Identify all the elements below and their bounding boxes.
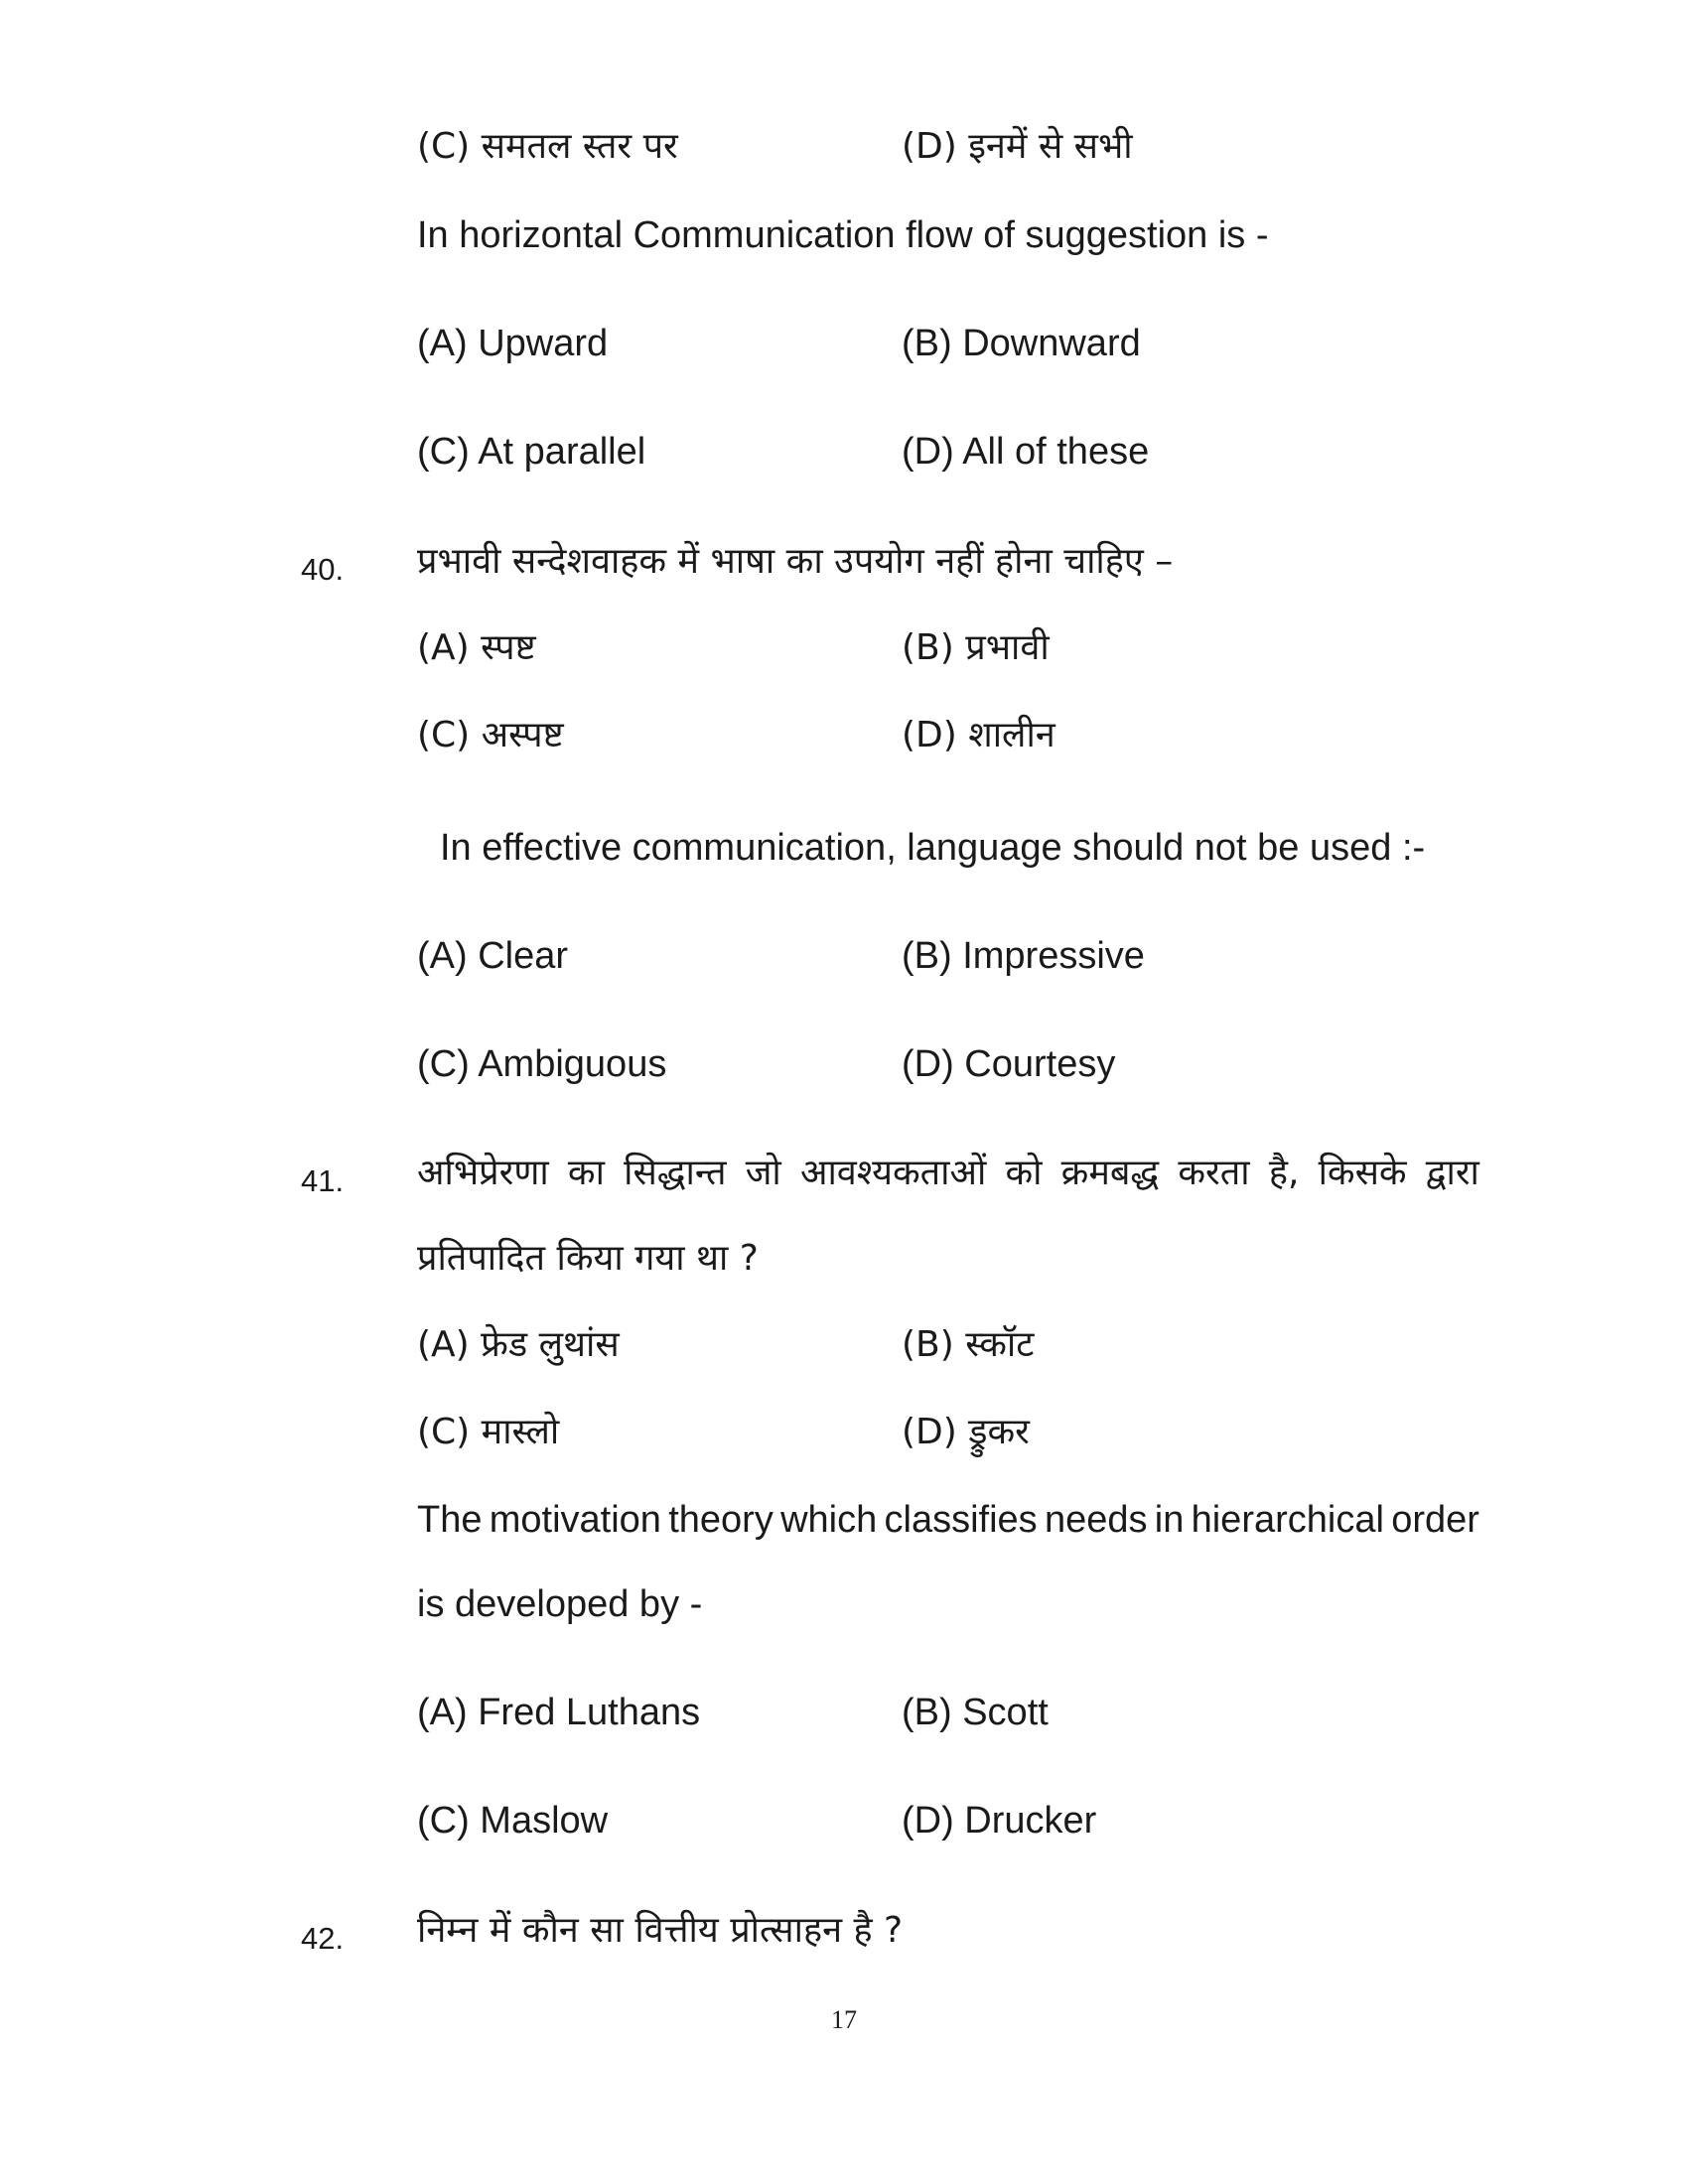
q39-en-question: In horizontal Communication flow of suggestion is -	[417, 214, 1269, 256]
q41-en-word: order	[1391, 1499, 1479, 1541]
q41-hi-question-line1	[417, 1153, 1479, 1193]
q41-en-word: which	[780, 1499, 878, 1541]
q41-hi-option-d: (D) ड्रुकर	[902, 1412, 1030, 1452]
q41-en-word: motivation	[489, 1499, 661, 1541]
q41-hi-word: का	[567, 1153, 605, 1193]
q41-en-word: theory	[668, 1499, 774, 1541]
q41-en-word: hierarchical	[1191, 1499, 1384, 1541]
q41-hi-option-c: (C) मास्लो	[417, 1412, 560, 1452]
q39-en-option-b: (B) Downward	[902, 323, 1141, 364]
q41-hi-option-a: (A) फ्रेड लुथांस	[417, 1324, 620, 1365]
q40-hi-option-c: (C) अस्पष्ट	[417, 715, 564, 755]
q41-en-word: needs	[1044, 1499, 1148, 1541]
q40-hi-option-b: (B) प्रभावी	[902, 627, 1050, 668]
q41-hi-word: सिद्धान्त	[624, 1153, 727, 1193]
q41-en-word: classifies	[884, 1499, 1038, 1541]
q41-hi-word: क्रमबद्ध	[1060, 1153, 1160, 1193]
question-number-40: 40.	[301, 552, 345, 587]
q41-hi-word: अभिप्रेरणा	[417, 1153, 549, 1193]
q40-hi-option-d: (D) शालीन	[902, 715, 1055, 755]
q40-en-question: In effective communication, language should not be used :-	[440, 827, 1426, 869]
q40-hi-question: प्रभावी सन्देशवाहक में भाषा का उपयोग नहीं होना चाहिए –	[417, 541, 1174, 582]
q39-hi-option-c: (C) समतल स्तर पर	[417, 126, 678, 167]
q40-hi-option-a: (A) स्पष्ट	[417, 627, 536, 668]
q41-hi-word: आवश्यकताओं	[799, 1153, 987, 1193]
q39-hi-option-d: (D) इनमें से सभी	[902, 126, 1133, 167]
q41-hi-word: करता	[1178, 1153, 1250, 1193]
q41-en-option-d: (D) Drucker	[902, 1800, 1097, 1842]
q41-hi-word: किसके	[1318, 1153, 1407, 1193]
q41-en-option-c: (C) Maslow	[417, 1800, 609, 1842]
q41-hi-word: को	[1005, 1153, 1043, 1193]
q41-hi-question-line2: प्रतिपादित किया गया था ?	[417, 1238, 759, 1279]
q39-en-option-a: (A) Upward	[417, 323, 609, 364]
q39-en-option-c: (C) At parallel	[417, 431, 646, 473]
q42-hi-question: निम्न में कौन सा वित्तीय प्रोत्साहन है ?	[417, 1910, 904, 1951]
q41-en-option-a: (A) Fred Luthans	[417, 1692, 701, 1733]
page-number: 17	[831, 2005, 857, 2034]
question-number-42: 42.	[301, 1921, 345, 1956]
q40-en-option-b: (B) Impressive	[902, 935, 1145, 977]
q41-en-word: in	[1154, 1499, 1185, 1541]
q39-en-option-d: (D) All of these	[902, 431, 1150, 473]
q41-en-option-b: (B) Scott	[902, 1692, 1049, 1733]
q40-en-option-c: (C) Ambiguous	[417, 1043, 667, 1085]
q41-hi-word: है,	[1268, 1153, 1300, 1193]
q41-en-question-line2: is developed by -	[417, 1583, 703, 1625]
q40-en-option-a: (A) Clear	[417, 935, 569, 977]
q40-en-option-d: (D) Courtesy	[902, 1043, 1116, 1085]
q41-hi-word: द्वारा	[1425, 1153, 1479, 1193]
q41-hi-option-b: (B) स्कॉट	[902, 1324, 1035, 1365]
q41-en-question-line1	[417, 1501, 1479, 1539]
q41-hi-word: जो	[745, 1153, 781, 1193]
q41-en-word: The	[417, 1499, 483, 1541]
question-number-41: 41.	[301, 1163, 345, 1198]
